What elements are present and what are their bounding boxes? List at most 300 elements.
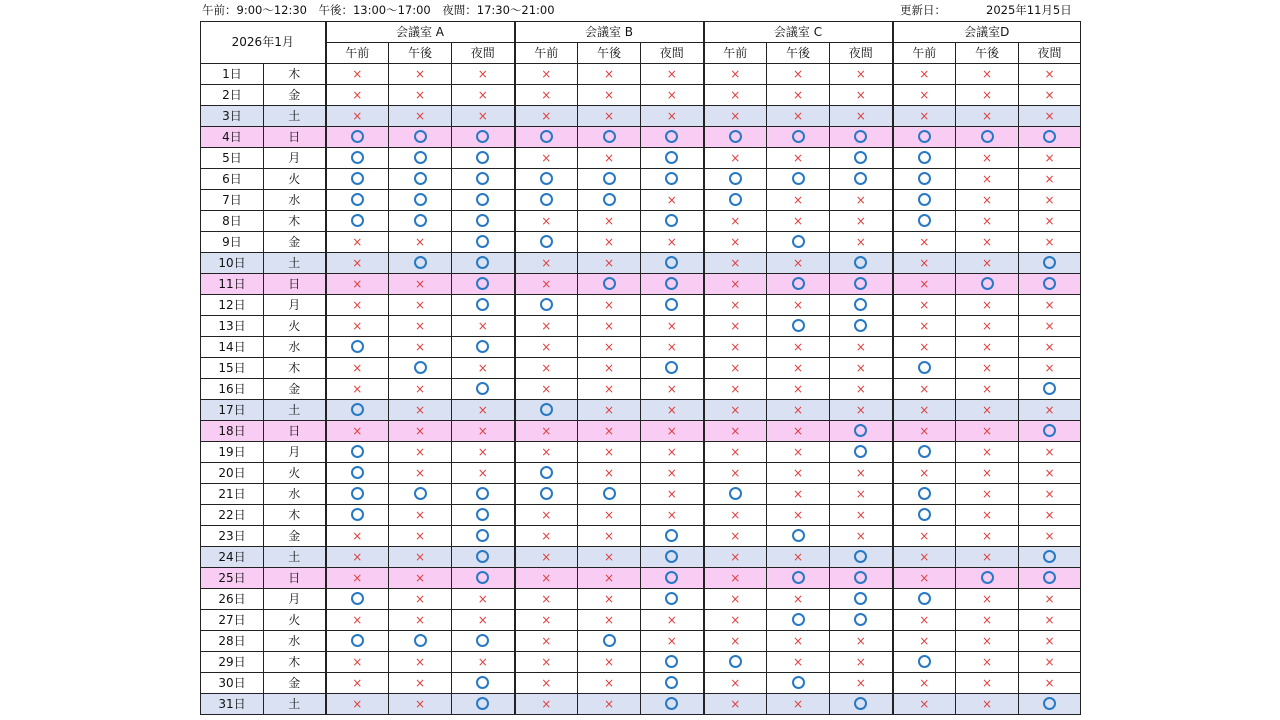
available-mark-icon [476, 151, 489, 164]
availability-cell [704, 274, 767, 295]
date-cell: 1日 [201, 64, 264, 85]
availability-cell [767, 232, 830, 253]
availability-cell [389, 148, 452, 169]
unavailable-mark-icon: × [730, 276, 741, 291]
unavailable-mark-icon: × [414, 423, 426, 438]
availability-cell [1019, 85, 1081, 106]
available-mark-icon [918, 172, 931, 185]
available-mark-icon [414, 634, 427, 647]
availability-cell [452, 85, 515, 106]
availability-cell [1019, 568, 1081, 589]
available-mark-icon [351, 487, 364, 500]
unavailable-mark-icon: × [541, 591, 552, 606]
unavailable-mark-icon: × [414, 381, 426, 396]
unavailable-mark-icon: × [666, 318, 677, 333]
unavailable-mark-icon: × [981, 213, 993, 228]
available-mark-icon [476, 676, 489, 689]
availability-cell [578, 127, 641, 148]
unavailable-mark-icon: × [666, 108, 677, 123]
unavailable-mark-icon: × [792, 402, 804, 417]
table-row [201, 127, 1081, 148]
unavailable-mark-icon: × [352, 675, 363, 690]
slot-header-row [201, 43, 1081, 64]
availability-cell [956, 568, 1019, 589]
unavailable-mark-icon: × [541, 339, 552, 354]
unavailable-mark-icon: × [414, 549, 426, 564]
availability-cell [389, 358, 452, 379]
availability-cell [830, 484, 893, 505]
unavailable-mark-icon: × [666, 87, 677, 102]
availability-cell [578, 232, 641, 253]
available-mark-icon [918, 592, 931, 605]
availability-cell [389, 652, 452, 673]
availability-cell [578, 631, 641, 652]
unavailable-mark-icon: × [855, 213, 866, 228]
weekday-cell: 火 [264, 169, 326, 190]
unavailable-mark-icon: × [477, 318, 488, 333]
availability-cell [830, 442, 893, 463]
availability-cell [893, 505, 956, 526]
availability-cell [452, 484, 515, 505]
availability-cell [326, 358, 389, 379]
unavailable-mark-icon: × [666, 486, 677, 501]
unavailable-mark-icon: × [477, 444, 488, 459]
availability-cell [578, 484, 641, 505]
unavailable-mark-icon: × [414, 591, 426, 606]
availability-cell [515, 484, 578, 505]
availability-cell [641, 400, 704, 421]
unavailable-mark-icon: × [792, 486, 804, 501]
availability-cell [704, 526, 767, 547]
unavailable-mark-icon: × [666, 192, 677, 207]
availability-cell [326, 274, 389, 295]
availability-cell [893, 421, 956, 442]
unavailable-mark-icon: × [730, 402, 741, 417]
unavailable-mark-icon: × [603, 339, 615, 354]
slot-header: 夜間 [641, 43, 704, 64]
availability-cell [830, 652, 893, 673]
unavailable-mark-icon: × [919, 465, 930, 480]
unavailable-mark-icon: × [981, 255, 993, 270]
availability-cell [1019, 400, 1081, 421]
unavailable-mark-icon: × [919, 633, 930, 648]
availability-cell [641, 610, 704, 631]
availability-cell [893, 64, 956, 85]
availability-cell [578, 442, 641, 463]
unavailable-mark-icon: × [855, 486, 866, 501]
availability-cell [704, 211, 767, 232]
availability-cell [893, 337, 956, 358]
unavailable-mark-icon: × [1044, 486, 1055, 501]
availability-cell [893, 295, 956, 316]
available-mark-icon [603, 487, 616, 500]
availability-cell [830, 64, 893, 85]
availability-cell [326, 169, 389, 190]
unavailable-mark-icon: × [666, 444, 677, 459]
slot-header: 午後 [389, 43, 452, 64]
availability-cell [326, 631, 389, 652]
availability-cell [767, 400, 830, 421]
availability-cell [704, 421, 767, 442]
unavailable-mark-icon: × [414, 234, 426, 249]
availability-cell [452, 232, 515, 253]
weekday-cell: 木 [264, 64, 326, 85]
available-mark-icon [351, 466, 364, 479]
unavailable-mark-icon: × [352, 423, 363, 438]
available-mark-icon [351, 130, 364, 143]
available-mark-icon [918, 214, 931, 227]
availability-cell [956, 442, 1019, 463]
weekday-cell: 土 [264, 106, 326, 127]
unavailable-mark-icon: × [730, 87, 741, 102]
unavailable-mark-icon: × [414, 696, 426, 711]
date-cell: 17日 [201, 400, 264, 421]
availability-cell [641, 358, 704, 379]
unavailable-mark-icon: × [414, 108, 426, 123]
availability-cell [326, 232, 389, 253]
availability-cell [1019, 463, 1081, 484]
weekday-cell: 木 [264, 652, 326, 673]
availability-cell [389, 484, 452, 505]
weekday-cell: 月 [264, 148, 326, 169]
unavailable-mark-icon: × [792, 87, 804, 102]
availability-cell [704, 106, 767, 127]
unavailable-mark-icon: × [603, 570, 615, 585]
unavailable-mark-icon: × [352, 528, 363, 543]
availability-cell [389, 505, 452, 526]
availability-cell [389, 169, 452, 190]
availability-cell [326, 484, 389, 505]
unavailable-mark-icon: × [792, 255, 804, 270]
month-header: 2026年1月 [201, 22, 326, 64]
availability-cell [767, 106, 830, 127]
unavailable-mark-icon: × [792, 696, 804, 711]
unavailable-mark-icon: × [792, 423, 804, 438]
unavailable-mark-icon: × [981, 402, 993, 417]
unavailable-mark-icon: × [541, 696, 552, 711]
availability-cell [641, 463, 704, 484]
unavailable-mark-icon: × [603, 255, 615, 270]
availability-cell [704, 190, 767, 211]
date-cell: 8日 [201, 211, 264, 232]
available-mark-icon [540, 298, 553, 311]
unavailable-mark-icon: × [919, 381, 930, 396]
availability-cell [1019, 379, 1081, 400]
table-row [201, 169, 1081, 190]
available-mark-icon [792, 130, 805, 143]
availability-cell [893, 232, 956, 253]
available-mark-icon [918, 151, 931, 164]
availability-cell [893, 610, 956, 631]
unavailable-mark-icon: × [603, 150, 615, 165]
unavailable-mark-icon: × [981, 486, 993, 501]
unavailable-mark-icon: × [1044, 360, 1055, 375]
availability-cell [452, 190, 515, 211]
availability-cell [578, 316, 641, 337]
availability-cell [515, 337, 578, 358]
weekday-cell: 金 [264, 232, 326, 253]
available-mark-icon [665, 256, 678, 269]
date-cell: 26日 [201, 589, 264, 610]
availability-cell [956, 127, 1019, 148]
availability-cell [389, 337, 452, 358]
available-mark-icon [981, 130, 994, 143]
unavailable-mark-icon: × [541, 633, 552, 648]
unavailable-mark-icon: × [541, 108, 552, 123]
availability-cell [515, 610, 578, 631]
availability-cell [893, 85, 956, 106]
time-slot-legend: 午前：9:00～12:30 午後：13:00～17:00 夜間：17:30～21:00 [202, 3, 555, 17]
unavailable-mark-icon: × [603, 87, 615, 102]
availability-cell [389, 421, 452, 442]
availability-cell [641, 568, 704, 589]
slot-header: 午前 [893, 43, 956, 64]
availability-cell [1019, 127, 1081, 148]
unavailable-mark-icon: × [1044, 234, 1055, 249]
unavailable-mark-icon: × [477, 465, 488, 480]
availability-cell [515, 421, 578, 442]
availability-cell [389, 547, 452, 568]
availability-cell [389, 190, 452, 211]
unavailable-mark-icon: × [477, 402, 488, 417]
available-mark-icon [854, 277, 867, 290]
unavailable-mark-icon: × [1044, 213, 1055, 228]
available-mark-icon [414, 172, 427, 185]
unavailable-mark-icon: × [981, 192, 993, 207]
availability-cell [578, 211, 641, 232]
unavailable-mark-icon: × [730, 507, 741, 522]
unavailable-mark-icon: × [352, 276, 363, 291]
availability-cell [767, 442, 830, 463]
availability-cell [452, 505, 515, 526]
unavailable-mark-icon: × [666, 66, 677, 81]
unavailable-mark-icon: × [352, 654, 363, 669]
unavailable-mark-icon: × [919, 528, 930, 543]
availability-cell [704, 568, 767, 589]
availability-cell [389, 85, 452, 106]
availability-cell [704, 652, 767, 673]
room-header-b: 会議室 B [515, 22, 704, 43]
slot-header: 午後 [956, 43, 1019, 64]
unavailable-mark-icon: × [414, 318, 426, 333]
availability-cell [830, 526, 893, 547]
unavailable-mark-icon: × [477, 108, 488, 123]
availability-cell [389, 400, 452, 421]
table-row [201, 64, 1081, 85]
available-mark-icon [1043, 550, 1056, 563]
unavailable-mark-icon: × [730, 318, 741, 333]
unavailable-mark-icon: × [792, 591, 804, 606]
table-row [201, 337, 1081, 358]
table-row [201, 652, 1081, 673]
availability-cell [389, 463, 452, 484]
availability-cell [704, 631, 767, 652]
availability-cell [1019, 337, 1081, 358]
weekday-cell: 月 [264, 295, 326, 316]
slot-header: 午前 [515, 43, 578, 64]
unavailable-mark-icon: × [981, 675, 993, 690]
availability-cell [830, 127, 893, 148]
availability-cell [641, 526, 704, 547]
date-cell: 25日 [201, 568, 264, 589]
availability-cell [704, 337, 767, 358]
unavailable-mark-icon: × [541, 87, 552, 102]
availability-cell [641, 673, 704, 694]
availability-cell [515, 253, 578, 274]
unavailable-mark-icon: × [792, 108, 804, 123]
unavailable-mark-icon: × [414, 402, 426, 417]
availability-cell [515, 232, 578, 253]
availability-cell [326, 211, 389, 232]
availability-cell [578, 400, 641, 421]
available-mark-icon [665, 697, 678, 710]
available-mark-icon [540, 403, 553, 416]
availability-cell [893, 589, 956, 610]
availability-cell [1019, 358, 1081, 379]
weekday-cell: 水 [264, 484, 326, 505]
availability-cell [452, 421, 515, 442]
available-mark-icon [792, 277, 805, 290]
unavailable-mark-icon: × [855, 507, 866, 522]
availability-cell [830, 274, 893, 295]
availability-cell [830, 673, 893, 694]
weekday-cell: 日 [264, 568, 326, 589]
availability-cell [704, 127, 767, 148]
date-cell: 16日 [201, 379, 264, 400]
availability-cell [830, 400, 893, 421]
unavailable-mark-icon: × [414, 528, 426, 543]
unavailable-mark-icon: × [414, 507, 426, 522]
unavailable-mark-icon: × [1044, 444, 1055, 459]
availability-cell [704, 694, 767, 715]
weekday-cell: 木 [264, 211, 326, 232]
unavailable-mark-icon: × [541, 507, 552, 522]
availability-cell [641, 316, 704, 337]
availability-cell [326, 190, 389, 211]
available-mark-icon [665, 130, 678, 143]
available-mark-icon [665, 571, 678, 584]
date-cell: 6日 [201, 169, 264, 190]
unavailable-mark-icon: × [730, 339, 741, 354]
availability-cell [830, 253, 893, 274]
unavailable-mark-icon: × [1044, 192, 1055, 207]
availability-cell [389, 316, 452, 337]
availability-cell [1019, 505, 1081, 526]
unavailable-mark-icon: × [1044, 318, 1055, 333]
unavailable-mark-icon: × [603, 654, 615, 669]
available-mark-icon [918, 130, 931, 143]
availability-cell [704, 253, 767, 274]
table-row [201, 547, 1081, 568]
availability-cell [578, 568, 641, 589]
available-mark-icon [476, 298, 489, 311]
availability-cell [326, 85, 389, 106]
unavailable-mark-icon: × [414, 465, 426, 480]
available-mark-icon [665, 172, 678, 185]
unavailable-mark-icon: × [352, 612, 363, 627]
unavailable-mark-icon: × [981, 339, 993, 354]
availability-cell [1019, 148, 1081, 169]
weekday-cell: 火 [264, 316, 326, 337]
availability-cell [452, 547, 515, 568]
unavailable-mark-icon: × [541, 444, 552, 459]
unavailable-mark-icon: × [1044, 591, 1055, 606]
unavailable-mark-icon: × [1044, 87, 1055, 102]
unavailable-mark-icon: × [666, 234, 677, 249]
table-row [201, 85, 1081, 106]
unavailable-mark-icon: × [855, 402, 866, 417]
unavailable-mark-icon: × [541, 150, 552, 165]
unavailable-mark-icon: × [541, 66, 552, 81]
availability-cell [641, 337, 704, 358]
available-mark-icon [918, 361, 931, 374]
availability-cell [452, 358, 515, 379]
date-cell: 5日 [201, 148, 264, 169]
available-mark-icon [854, 445, 867, 458]
unavailable-mark-icon: × [414, 570, 426, 585]
unavailable-mark-icon: × [1044, 612, 1055, 627]
available-mark-icon [981, 277, 994, 290]
availability-cell [389, 64, 452, 85]
availability-cell [704, 505, 767, 526]
unavailable-mark-icon: × [414, 444, 426, 459]
availability-cell [830, 589, 893, 610]
table-row [201, 274, 1081, 295]
availability-cell [452, 274, 515, 295]
unavailable-mark-icon: × [603, 381, 615, 396]
availability-cell [704, 442, 767, 463]
unavailable-mark-icon: × [666, 339, 677, 354]
unavailable-mark-icon: × [855, 360, 866, 375]
room-header-d: 会議室D [893, 22, 1081, 43]
availability-cell [326, 463, 389, 484]
available-mark-icon [918, 193, 931, 206]
unavailable-mark-icon: × [352, 570, 363, 585]
available-mark-icon [665, 214, 678, 227]
available-mark-icon [476, 697, 489, 710]
unavailable-mark-icon: × [414, 276, 426, 291]
unavailable-mark-icon: × [792, 360, 804, 375]
available-mark-icon [351, 634, 364, 647]
availability-cell [641, 253, 704, 274]
availability-cell [578, 358, 641, 379]
unavailable-mark-icon: × [541, 528, 552, 543]
availability-cell [452, 148, 515, 169]
availability-cell [578, 505, 641, 526]
availability-cell [767, 694, 830, 715]
unavailable-mark-icon: × [414, 87, 426, 102]
availability-cell [578, 694, 641, 715]
available-mark-icon [603, 193, 616, 206]
unavailable-mark-icon: × [981, 465, 993, 480]
date-cell: 18日 [201, 421, 264, 442]
available-mark-icon [476, 550, 489, 563]
available-mark-icon [476, 382, 489, 395]
availability-cell [704, 484, 767, 505]
unavailable-mark-icon: × [477, 360, 488, 375]
availability-cell [515, 673, 578, 694]
unavailable-mark-icon: × [981, 381, 993, 396]
available-mark-icon [1043, 571, 1056, 584]
availability-cell [767, 673, 830, 694]
unavailable-mark-icon: × [603, 108, 615, 123]
availability-cell [1019, 232, 1081, 253]
availability-cell [578, 190, 641, 211]
date-cell: 11日 [201, 274, 264, 295]
table-row [201, 358, 1081, 379]
availability-cell [1019, 673, 1081, 694]
available-mark-icon [540, 487, 553, 500]
